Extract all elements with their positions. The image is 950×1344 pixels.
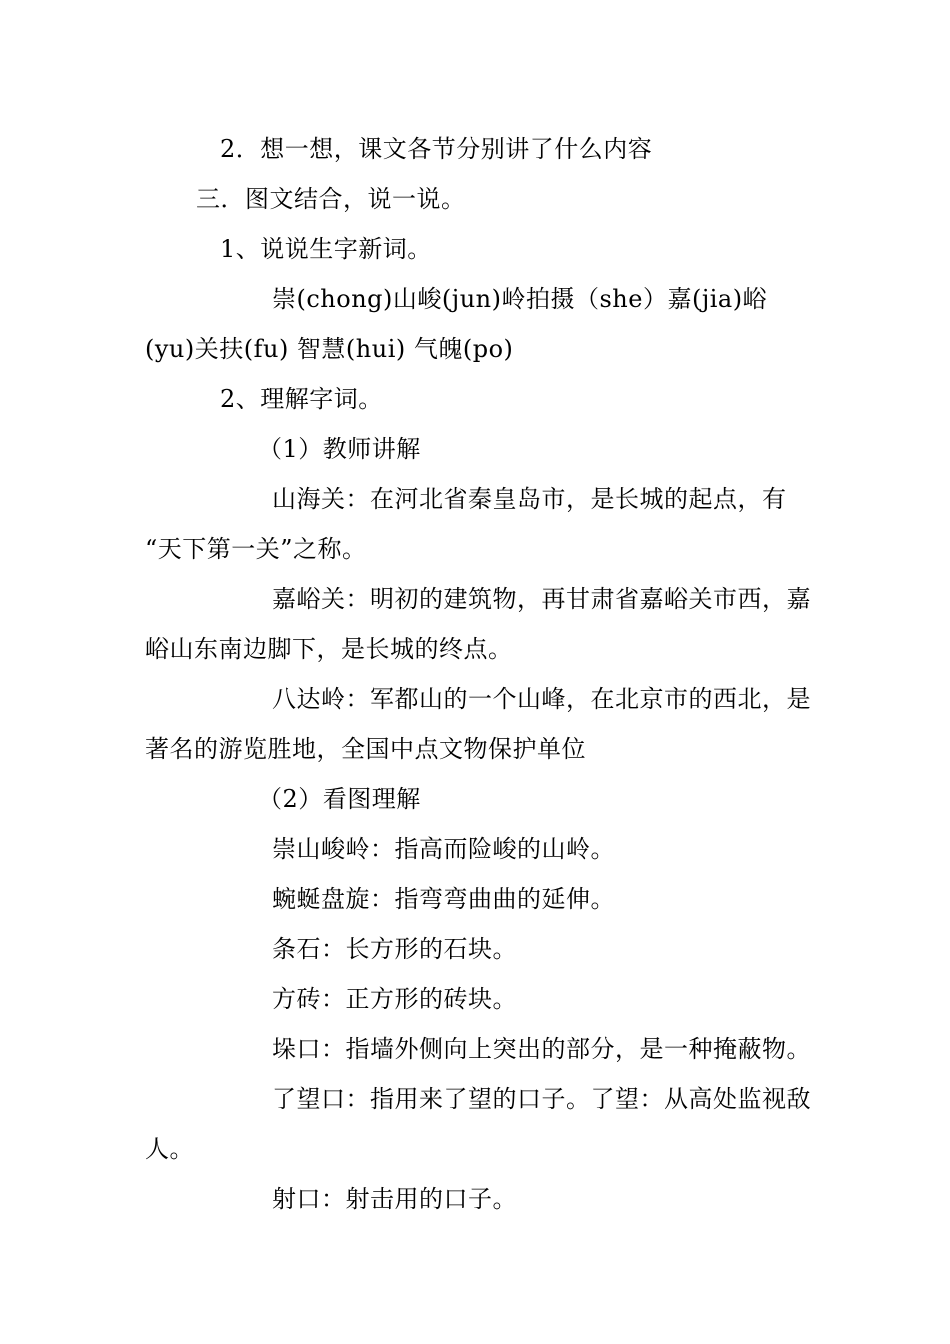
text-line: 了望口：指用来了望的口子。了望：从高处监视敌 [272,1085,811,1113]
text-line: (yu)关扶(fu) 智慧(hui) 气魄(po) [145,335,514,363]
text-line: 方砖：正方形的砖块。 [272,985,517,1013]
text-line: 崇(chong)山峻(jun)岭拍摄（she）嘉(jia)峪 [272,285,768,313]
text-line: 2．想一想，课文各节分别讲了什么内容 [220,135,653,163]
subsection-heading: 2、理解字词。 [220,385,383,413]
text-line: 八达岭：军都山的一个山峰，在北京市的西北，是 [272,685,811,713]
text-line: “天下第一关”之称。 [145,535,367,563]
text-line: 射口：射击用的口子。 [272,1185,517,1213]
text-line: 条石：长方形的石块。 [272,935,517,963]
text-line: 垛口：指墙外侧向上突出的部分，是一种掩蔽物。 [272,1035,811,1063]
text-line: 嘉峪关：明初的建筑物，再甘肃省嘉峪关市西，嘉 [272,585,811,613]
text-line: 山海关：在河北省秦皇岛市，是长城的起点，有 [272,485,787,513]
subsection-heading: 1、说说生字新词。 [220,235,432,263]
text-line: 人。 [145,1135,194,1163]
subsection-heading: （2）看图理解 [258,785,421,813]
text-line: 蜿蜒盘旋：指弯弯曲曲的延伸。 [272,885,615,913]
text-line: 峪山东南边脚下，是长城的终点。 [145,635,513,663]
text-line: 崇山峻岭：指高而险峻的山岭。 [272,835,615,863]
subsection-heading: （1）教师讲解 [258,435,421,463]
section-heading: 三．图文结合，说一说。 [196,185,466,213]
text-line: 著名的游览胜地，全国中点文物保护单位 [145,735,586,763]
